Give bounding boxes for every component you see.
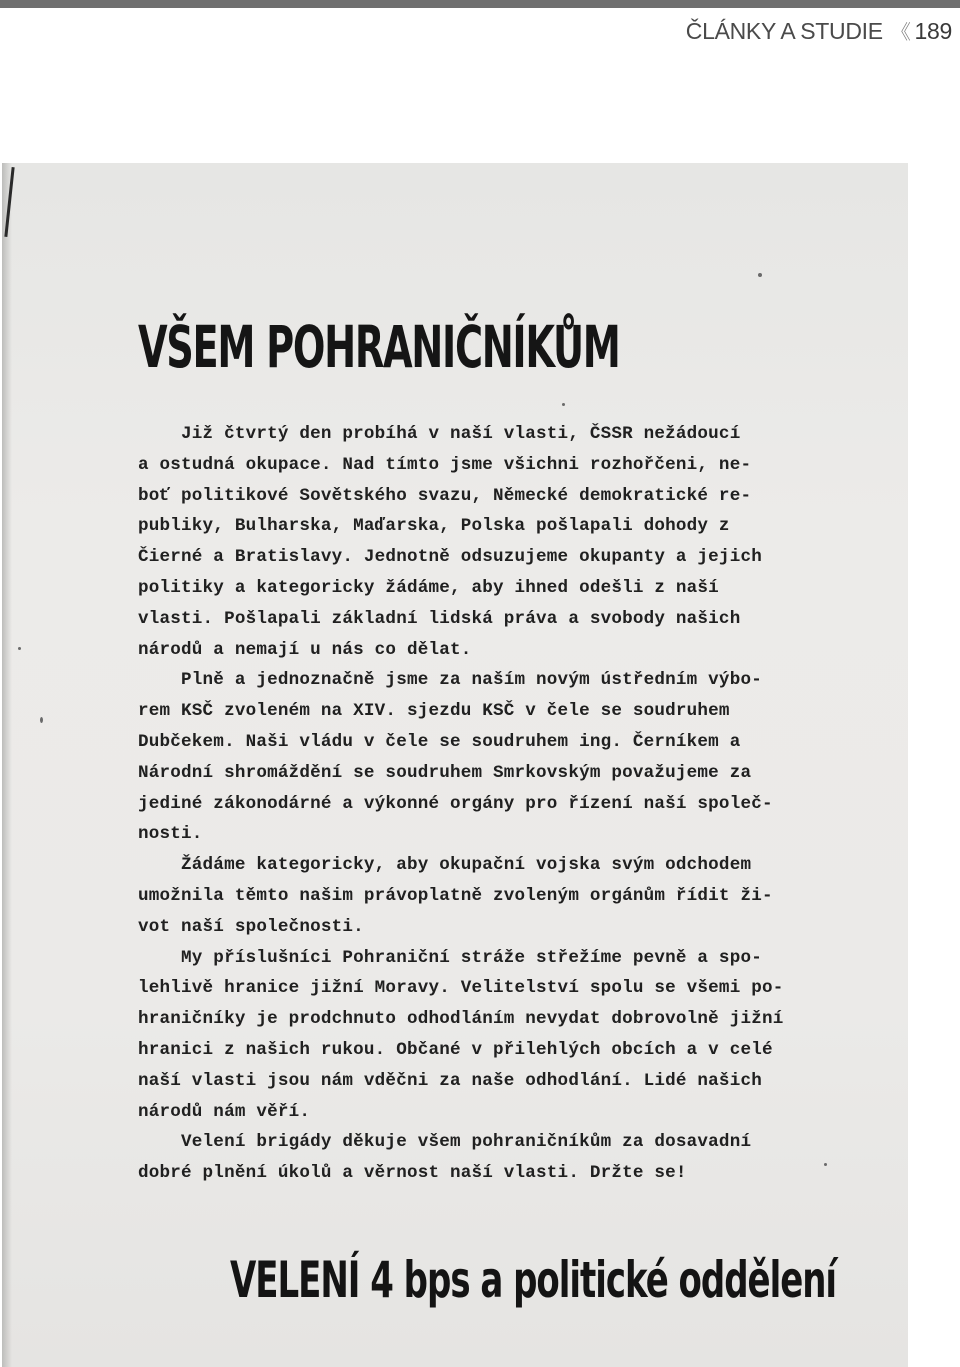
body-line: Dubčekem. Naši vládu v čele se soudruhem ing. Černíkem a: [138, 731, 741, 752]
body-line: boť politikové Sovětského svazu, Německé demokratické re-: [138, 485, 752, 506]
body-line: lehlivě hranice jižní Moravy. Velitelství spolu se všemi po-: [138, 978, 784, 999]
body-line: Národní shromáždění se soudruhem Smrkovským považujeme za: [138, 762, 752, 783]
body-line: hranici z našich rukou. Občané v přilehlých obcích a v celé: [138, 1039, 773, 1060]
leaflet-body: [138, 419, 868, 1189]
body-line: nosti.: [138, 824, 203, 845]
body-line: národů nám věří.: [138, 1101, 311, 1122]
body-line: Již čtvrtý den probíhá v naší vlasti, ČSSR nežádoucí: [138, 424, 741, 444]
scan-speck: [40, 717, 43, 723]
body-line: umožnila těmto našim právoplatně zvoleným orgánům řídit ži-: [138, 885, 773, 906]
body-line: politiky a kategoricky žádáme, aby ihned odešli z naší: [138, 577, 719, 598]
body-line: rem KSČ zvoleném na XIV. sjezdu KSČ v čele se soudruhem: [138, 701, 730, 722]
body-line: jediné zákonodárné a výkonné orgány pro řízení naší společ-: [138, 793, 773, 814]
scan-speck: [18, 647, 21, 650]
body-line: Žádáme kategoricky, aby okupační vojska svým odchodem: [138, 855, 752, 876]
body-line: naší vlasti jsou nám vděčni za naše odhodlání. Lidé našich: [138, 1070, 762, 1091]
section-title: ČLÁNKY A STUDIE: [685, 18, 883, 44]
scanned-leaflet: [2, 163, 908, 1367]
scan-edge-shadow: [2, 163, 12, 1367]
body-line: dobré plnění úkolů a věrnost naší vlasti. Držte se!: [138, 1163, 687, 1184]
body-line: Čierné a Bratislavy. Jednotně odsuzujeme okupanty a jejich: [138, 547, 762, 568]
leaflet-headline: VŠEM POHRANIČNÍKŮM: [138, 313, 620, 381]
running-head: [686, 16, 952, 45]
scan-speck: [562, 403, 565, 406]
body-line: Plně a jednoznačně jsme za naším novým ústředním výbo-: [138, 670, 762, 691]
top-rule: [0, 0, 960, 8]
chevron-left-icon: 《: [890, 22, 911, 44]
body-line: vot naší společnosti.: [138, 916, 364, 937]
body-line: hraničníky je prodchnuto odhodláním nevydat dobrovolně jižní: [138, 1009, 784, 1030]
leaflet-signature: VELENÍ 4 bps a politické oddělení: [230, 1251, 837, 1309]
scan-speck: [758, 273, 762, 277]
body-line: publiky, Bulharska, Maďarska, Polska pošlapali dohody z: [138, 516, 730, 537]
body-line: Velení brigády děkuje všem pohraničníkům za dosavadní: [138, 1132, 752, 1153]
body-line: národů a nemají u nás co dělat.: [138, 639, 472, 660]
body-line: My příslušníci Pohraniční stráže střežíme pevně a spo-: [138, 947, 762, 968]
body-line: vlasti. Pošlapali základní lidská práva a svobody našich: [138, 608, 741, 629]
body-line: a ostudná okupace. Nad tímto jsme všichni rozhořčeni, ne-: [138, 454, 752, 475]
page-number: 189: [914, 18, 952, 44]
